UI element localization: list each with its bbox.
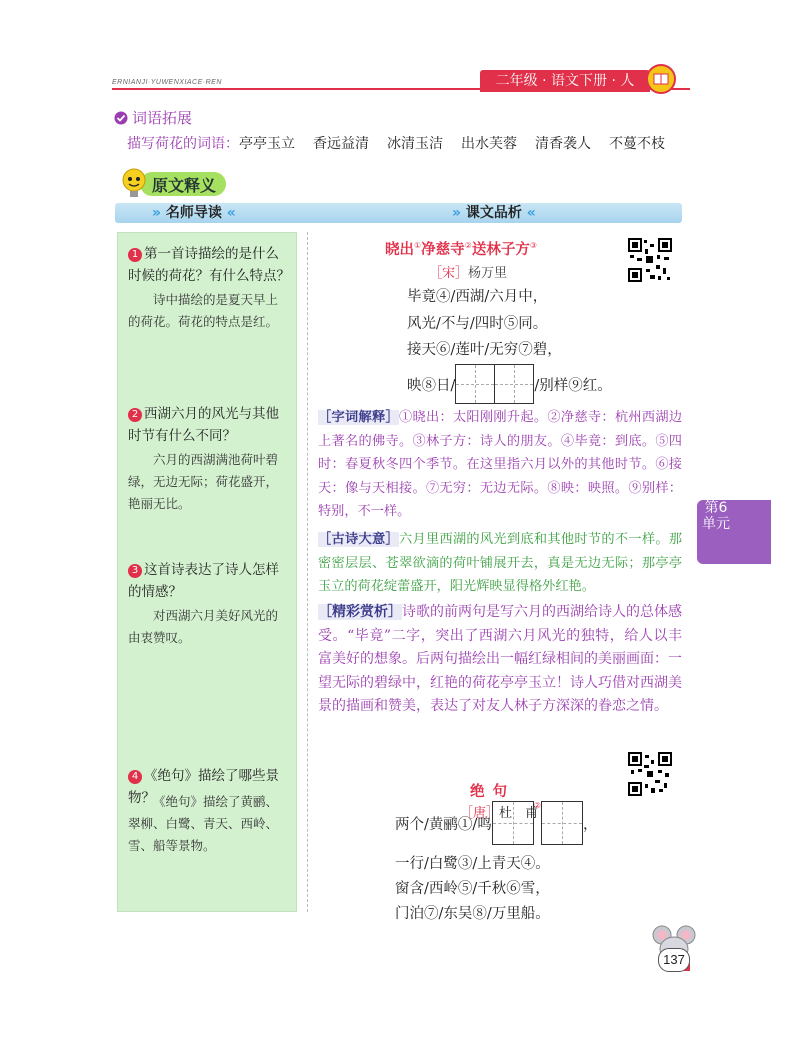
- question-3: [128, 559, 290, 603]
- strip-left-text: 名师导读: [165, 205, 222, 221]
- writing-box[interactable]: [492, 801, 534, 845]
- poem1-line-part: /别样⑨红。: [534, 377, 612, 394]
- word-explanation: [318, 406, 682, 524]
- poem-meaning: [318, 528, 682, 599]
- question-number: 4: [128, 770, 142, 784]
- poem2-line-part: 两个/黄鹂①/鸣: [395, 816, 492, 833]
- explanation-text: 诗歌的前两句是写六月的西湖给诗人的总体感受。“毕竟”二字，突出了西湖六月风光的独特，给人以丰富美好的想象。后两句描绘出一幅红绿相间的美丽画面：一望无际的碧绿中，红艳的荷花亭亭玉立！诗人巧借对西湖美景的描画和赞美，表达了对友人林子方深深的眷恋之情。: [318, 604, 682, 714]
- poem2-line: 一行/白鹭③/上青天④。: [395, 856, 550, 872]
- explanation-tag: ［古诗大意］: [318, 532, 399, 547]
- poem1-line: 接天⑥/莲叶/无穷⑦碧，: [407, 342, 562, 358]
- ciyu-word: 出水芙蓉: [461, 136, 517, 152]
- poem1-title: [385, 238, 537, 259]
- question-number: 3: [128, 564, 142, 578]
- ciyu-word: 冰清玉洁: [387, 136, 443, 152]
- answer-1: 诗中描绘的是夏天早上的荷花。荷花的特点是红。: [128, 292, 279, 329]
- header-pinyin: ERNIANJI·YUWENXIACE·REN: [112, 79, 222, 86]
- answer-3: 对西湖六月美好风光的由衷赞叹。: [128, 608, 279, 645]
- ciyu-word: 亭亭玉立: [239, 136, 295, 152]
- poem1-title-part: 净慈寺: [421, 242, 465, 258]
- check-circle-icon: [114, 111, 128, 125]
- chevron-left-icon: «: [526, 205, 536, 221]
- question-1: [128, 243, 290, 287]
- explanation-tag: ［字词解释］: [318, 410, 399, 425]
- poem2-line-with-blanks: [395, 801, 597, 845]
- chevron-right-icon: »: [452, 205, 462, 221]
- writing-box[interactable]: [455, 364, 495, 404]
- footnote-mark: ②: [464, 241, 472, 251]
- lightbulb-mascot-icon: [116, 165, 152, 201]
- ciyu-title-text: 词语拓展: [132, 109, 193, 127]
- chevron-right-icon: »: [152, 205, 162, 221]
- page-number: 137: [658, 948, 690, 972]
- explanation-text: ①晓出：太阳刚刚升起。②净慈寺：杭州西湖边上著名的佛寺。③林子方：诗人的朋友。④毕竟：到底。⑤四时：春夏秋冬四个季节。在这里指六月以外的其他时节。⑥接天：像与天相接。⑦无穷：无边无际。⑧映：映照。⑨别样：特别，不一样。: [318, 410, 683, 519]
- footnote-mark: ③: [529, 241, 538, 251]
- column-divider: [307, 232, 308, 912]
- poem2-line-part: ，: [582, 816, 598, 833]
- unit-side-tab-text: 第6单元: [702, 500, 730, 532]
- poem1-author-name: 杨万里: [468, 266, 508, 281]
- answer-4: 《绝句》描绘了黄鹂、翠柳、白鹭、青天、西岭、雪、船等景物。: [128, 794, 279, 853]
- question-text: 时节有什么不同？: [128, 428, 236, 444]
- ciyu-line: [127, 133, 665, 153]
- chevron-left-icon: «: [226, 205, 236, 221]
- question-text: 《绝句》描绘了哪些景物？: [128, 768, 279, 806]
- poem2-dynasty: ［唐］: [460, 806, 500, 821]
- poem2-title: 绝句: [470, 784, 515, 800]
- footnote-mark: ②: [533, 801, 541, 810]
- poem1-title-part: 送林子方: [471, 242, 530, 258]
- ciyu-title: [114, 107, 192, 128]
- qr-code-icon[interactable]: [628, 238, 672, 282]
- explanation-text: 六月里西湖的风光到底和其他时节的不一样。那密密层层、苍翠欲滴的荷叶铺展开去，真是无边无际；那亭亭玉立的荷花绽蕾盛开，阳光辉映显得格外红艳。: [318, 532, 683, 594]
- poem1-title-part: 晓出: [385, 242, 414, 258]
- footnote-mark: ①: [414, 241, 422, 251]
- book-badge-icon: [646, 64, 676, 94]
- poem1-line-with-blanks: [407, 364, 612, 404]
- poem2-line: 窗含/西岭⑤/千秋⑥雪，: [395, 881, 550, 897]
- poem2-line: 门泊⑦/东吴⑧/万里船。: [395, 906, 550, 922]
- ciyu-word: 香远益清: [313, 136, 369, 152]
- question-text: 西湖六月的风光与其他: [144, 406, 279, 422]
- writing-box[interactable]: [541, 801, 583, 845]
- question-text: 的情感？: [128, 584, 182, 600]
- writing-box[interactable]: [495, 364, 534, 404]
- poem-appreciation: [318, 601, 682, 719]
- ciyu-word: 不蔓不枝: [609, 136, 665, 152]
- explanation-tag: ［精彩赏析］: [318, 604, 402, 620]
- answer-2: 六月的西湖满池荷叶碧绿，无边无际；荷花盛开，艳丽无比。: [128, 452, 279, 511]
- header-grade-tab: 二年级 · 语文下册 · 人: [480, 70, 650, 92]
- question-2: [128, 403, 290, 447]
- qr-code-icon[interactable]: [628, 752, 672, 796]
- guide-panel: [117, 232, 297, 912]
- ciyu-label: 描写荷花的词语：: [127, 136, 239, 152]
- poem1-line: 毕竟④/西湖/六月中，: [407, 289, 548, 305]
- poem1-dynasty: ［宋］: [429, 266, 469, 281]
- strip-right-label: [452, 203, 536, 223]
- poem1-line: 风光/不与/四时⑤同。: [407, 316, 548, 332]
- poem1-line-part: 映⑧日/: [407, 377, 456, 394]
- poem1-author: [429, 262, 507, 281]
- section-title: 原文释义: [152, 176, 217, 195]
- ciyu-word: 清香袭人: [535, 136, 591, 152]
- strip-left-label: [152, 203, 236, 223]
- question-number: 1: [128, 248, 142, 262]
- question-number: 2: [128, 408, 142, 422]
- question-text: 第一首诗描绘的是什么: [144, 246, 279, 262]
- question-text: 时候的荷花？有什么特点？: [128, 268, 290, 284]
- poem2-author-name: 杜 甫: [499, 806, 539, 821]
- question-text: 这首诗表达了诗人怎样: [144, 562, 279, 578]
- strip-right-text: 课文品析: [465, 205, 522, 221]
